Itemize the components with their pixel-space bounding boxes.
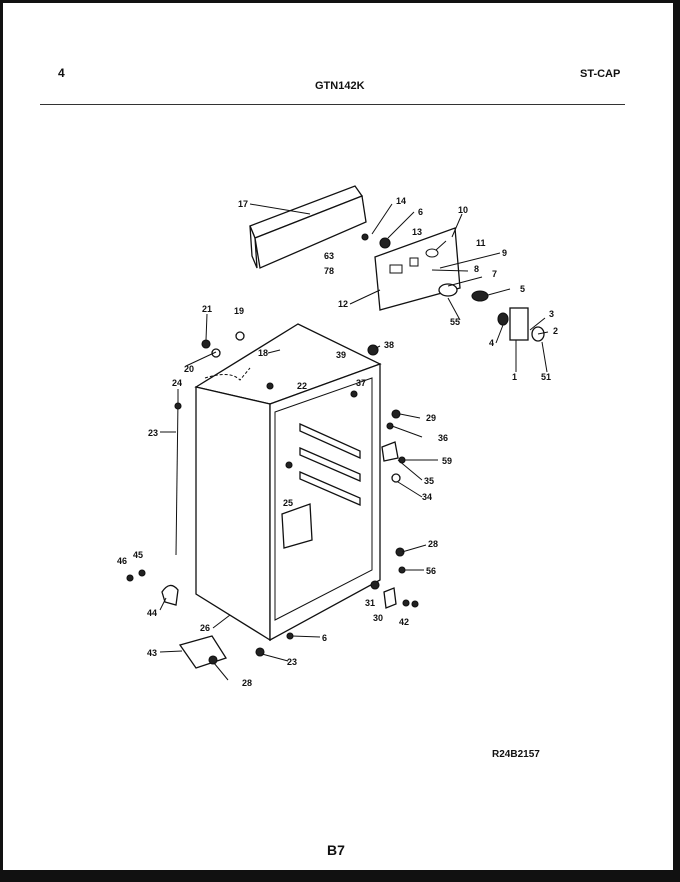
callout-56: 56 [426,566,437,576]
callout-6-bottom: 6 [322,633,328,643]
callout-5: 5 [520,284,526,294]
callout-18: 18 [258,348,269,358]
callout-28: 28 [428,539,439,549]
drawing-reference-code: R24B2157 [492,749,540,760]
callout-25: 25 [283,498,294,508]
callout-78: 78 [324,266,335,276]
callout-63: 63 [324,251,335,261]
callout-7: 7 [492,269,498,279]
callout-3: 3 [549,309,555,319]
callout-46: 46 [117,556,128,566]
callout-4: 4 [489,338,495,348]
callout-23-bottom: 23 [287,657,298,667]
page-number: 4 [58,66,65,80]
callout-24: 24 [172,378,183,388]
callout-19: 19 [234,306,245,316]
callout-23-top: 23 [148,428,159,438]
callout-39: 39 [336,350,347,360]
callout-38: 38 [384,340,395,350]
callout-59: 59 [442,456,453,466]
callout-8: 8 [474,264,480,274]
callout-1: 1 [512,372,518,382]
callout-29-top: 29 [426,413,437,423]
callout-44: 44 [147,608,158,618]
callout-21: 21 [202,304,213,314]
callout-13: 13 [412,227,423,237]
callout-28-bottom: 28 [242,678,253,688]
callout-31: 31 [365,598,376,608]
callout-34: 34 [422,492,433,502]
callout-30: 30 [373,613,384,623]
callout-43: 43 [147,648,158,658]
callout-17: 17 [238,199,249,209]
callout-10: 10 [458,205,469,215]
callout-51: 51 [541,372,552,382]
callout-35: 35 [424,476,435,486]
callout-14: 14 [396,196,407,206]
refrigerator-cabinet [196,324,380,640]
callout-26: 26 [200,623,211,633]
callout-42: 42 [399,617,410,627]
model-number: GTN142K [315,80,365,92]
callout-6: 6 [418,207,424,217]
callout-20: 20 [184,364,195,374]
callout-22: 22 [297,381,308,391]
callout-45: 45 [133,550,144,560]
callout-9: 9 [502,248,508,258]
section-code: ST-CAP [580,68,621,80]
callout-37: 37 [356,378,367,388]
callout-36: 36 [438,433,449,443]
top-cover-part [250,186,366,268]
thermostat-parts [439,284,544,341]
callout-2: 2 [553,326,559,336]
callout-11: 11 [476,238,486,248]
callout-55: 55 [450,317,461,327]
callout-12: 12 [338,299,349,309]
page-code: B7 [327,842,345,858]
